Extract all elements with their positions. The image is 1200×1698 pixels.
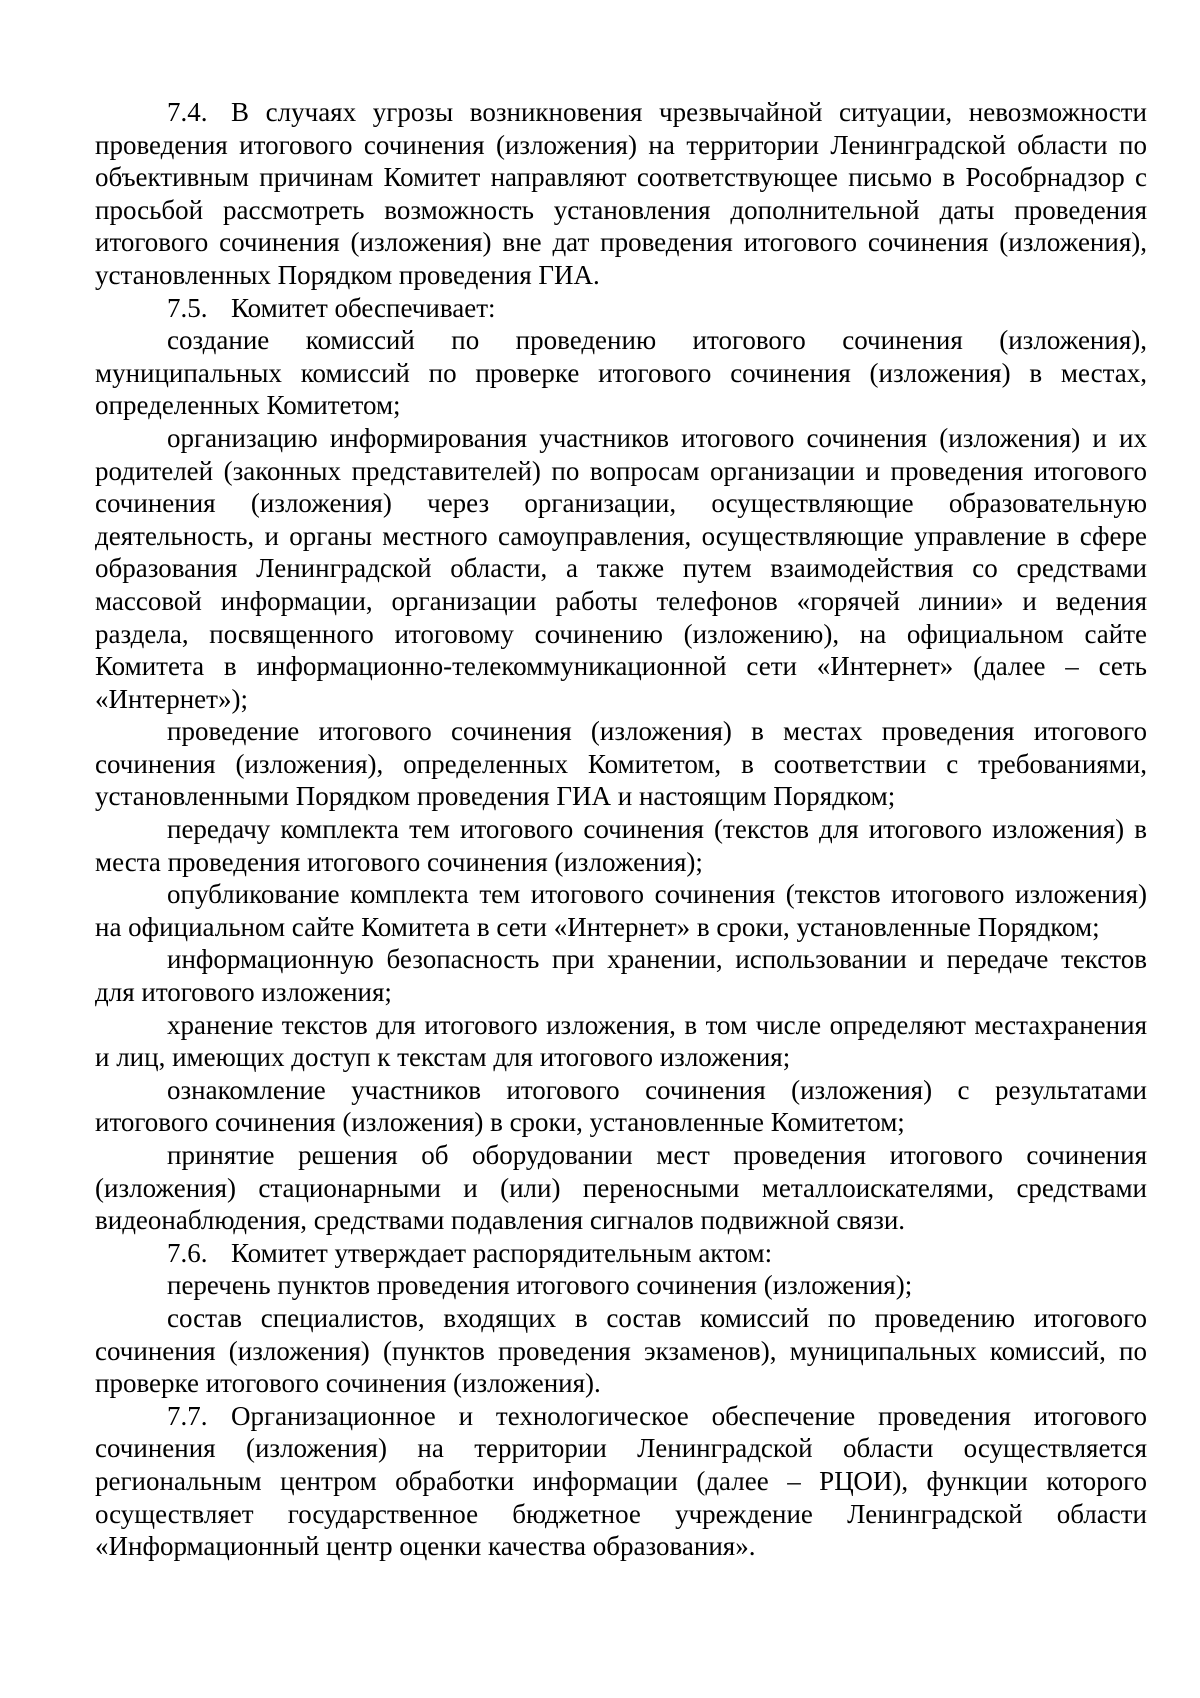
- list-item: [95, 422, 1147, 715]
- list-item: [95, 1269, 1147, 1302]
- paragraph-7-5: [95, 292, 1147, 325]
- paragraph-text: В случаях угрозы возникновения чрезвычайной ситуации, невозможности проведения итогового сочинения (изложения) на территории Ленинградской области по объективным причинам Комитет направляют соответствующее письмо в Рособрнадзор с просьбой рассмотреть возможность установления дополнительной даты проведения итогового сочинения (изложения) вне дат проведения итогового сочинения (изложения), установленных Порядком проведения ГИА.: [95, 97, 1147, 290]
- list-item: [95, 324, 1147, 422]
- paragraph-text: ознакомление участников итогового сочинения (изложения) с результатами итогового сочинения (изложения) в сроки, установленные Комитетом;: [95, 1074, 1147, 1138]
- paragraph-7-7: [95, 1400, 1147, 1563]
- list-item: [95, 878, 1147, 943]
- list-item: [95, 813, 1147, 878]
- document-body: [95, 96, 1147, 1563]
- paragraph-text: хранение текстов для итогового изложения, в том числе определяют местахранения и лиц, имеющих доступ к текстам для итогового изложения;: [95, 1009, 1147, 1073]
- list-item: [95, 1139, 1147, 1237]
- paragraph-number: 7.4.: [167, 97, 208, 127]
- list-item: [95, 1009, 1147, 1074]
- paragraph-number: 7.6.: [167, 1237, 208, 1268]
- list-item: [95, 1302, 1147, 1400]
- list-item: [95, 1074, 1147, 1139]
- paragraph-text: Организационное и технологическое обеспечение проведения итогового сочинения (изложения) на территории Ленинградской области осуществляется региональным центром обработки информации (далее – РЦОИ), функции которого осуществляет государственное бюджетное учреждение Ленинградской области «Информационный центр оценки качества образования».: [95, 1400, 1147, 1562]
- paragraph-number: 7.7.: [167, 1400, 208, 1431]
- paragraph-text: Комитет утверждает распорядительным актом:: [231, 1237, 773, 1268]
- paragraph-text: организацию информирования участников итогового сочинения (изложения) и их родителей (законных представителей) по вопросам организации и проведения итогового сочинения (изложения) через организации, осуществляющие образовательную деятельность, и органы местного самоуправления, осуществляющие управление в сфере образования Ленинградской области, а также путем взаимодействия со средствами массовой информации, организации работы телефонов «горячей линии» и ведения раздела, посвященного итоговому сочинению (изложению), на официальном сайте Комитета в информационно-телекоммуникационной сети «Интернет» (далее – сеть «Интернет»);: [95, 422, 1147, 714]
- paragraph-text: принятие решения об оборудовании мест проведения итогового сочинения (изложения) стационарными и (или) переносными металлоискателями, средствами видеонаблюдения, средствами подавления сигналов подвижной связи.: [95, 1140, 1147, 1236]
- paragraph-text: Комитет обеспечивает:: [231, 292, 496, 323]
- paragraph-7-4: [95, 96, 1147, 292]
- list-item: [95, 715, 1147, 813]
- paragraph-text: состав специалистов, входящих в состав комиссий по проведению итогового сочинения (изложения) (пунктов проведения экзаменов), муниципальных комиссий, по проверке итогового сочинения (изложения).: [95, 1302, 1147, 1399]
- paragraph-text: передачу комплекта тем итогового сочинения (текстов для итогового изложения) в места проведения итогового сочинения (изложения);: [95, 814, 1147, 877]
- paragraph-text: проведение итогового сочинения (изложения) в местах проведения итогового сочинения (изложения), определенных Комитетом, в соответствии с требованиями, установленными Порядком проведения ГИА и настоящим Порядком;: [95, 716, 1147, 812]
- paragraph-text: перечень пунктов проведения итогового сочинения (изложения);: [167, 1270, 913, 1301]
- paragraph-text: информационную безопасность при хранении, использовании и передаче текстов для итогового изложения;: [95, 944, 1147, 1008]
- list-item: [95, 943, 1147, 1008]
- paragraph-7-6: [95, 1237, 1147, 1270]
- paragraph-text: создание комиссий по проведению итогового сочинения (изложения), муниципальных комиссий по проверке итогового сочинения (изложения) в местах, определенных Комитетом;: [95, 325, 1147, 421]
- paragraph-text: опубликование комплекта тем итогового сочинения (текстов итогового изложения) на официальном сайте Комитета в сети «Интернет» в сроки, установленные Порядком;: [95, 879, 1147, 942]
- paragraph-number: 7.5.: [167, 292, 208, 323]
